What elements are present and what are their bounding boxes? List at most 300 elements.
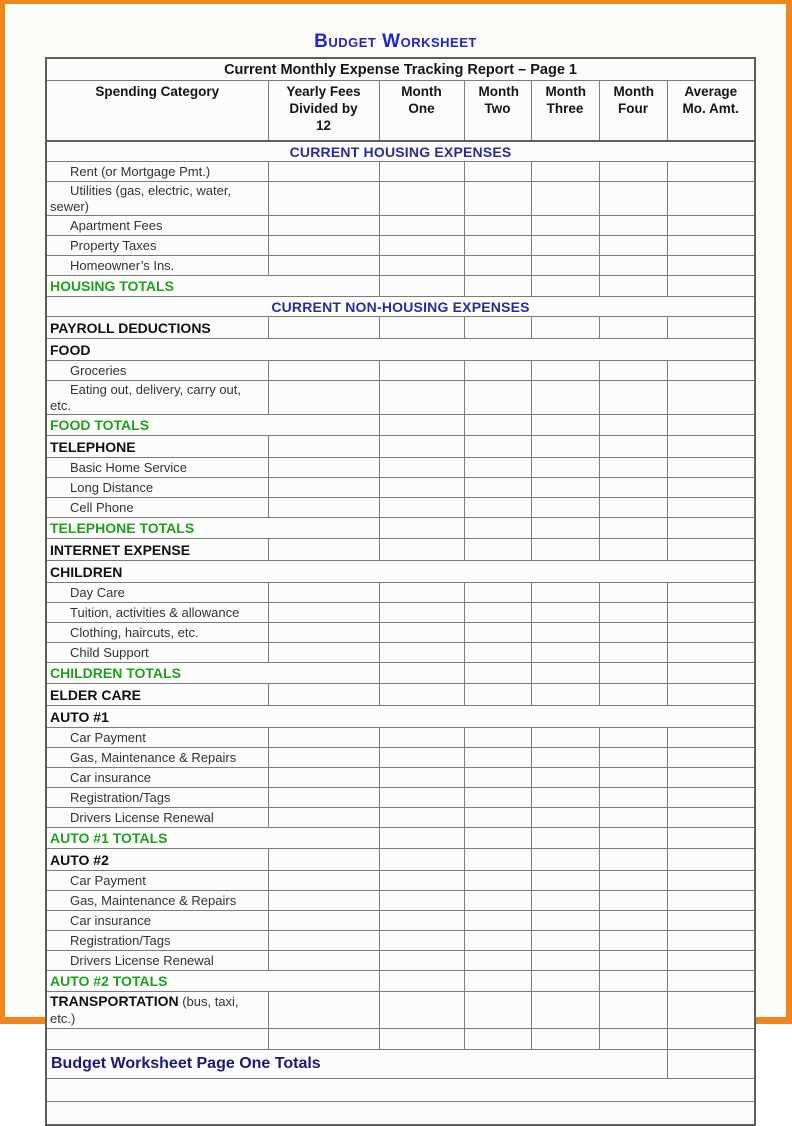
amount-cell: [667, 539, 755, 561]
column-header-month-two: Month Two: [464, 81, 531, 142]
item-label: Eating out, delivery, carry out, etc.: [46, 381, 268, 415]
item-label: Cell Phone: [46, 498, 268, 518]
column-header-yearly-fees: Yearly Fees Divided by 12: [268, 81, 379, 142]
item-label: Car Payment: [46, 728, 268, 748]
amount-cell: [379, 623, 464, 643]
table-row: [46, 539, 755, 561]
amount-cell: [599, 1029, 667, 1050]
category-label: AUTO #2: [46, 849, 268, 871]
category-label-text: TRANSPORTATION: [50, 993, 179, 1009]
amount-cell: [268, 256, 379, 276]
amount-cell: [531, 458, 599, 478]
amount-cell: [379, 748, 464, 768]
report-title-row: [46, 58, 755, 81]
item-label: Apartment Fees: [46, 216, 268, 236]
amount-cell: [531, 871, 599, 891]
table-row: [46, 317, 755, 339]
amount-cell: [379, 643, 464, 663]
amount-cell: [531, 788, 599, 808]
amount-cell: [464, 788, 531, 808]
table-row: [46, 951, 755, 971]
amount-cell: [667, 992, 755, 1029]
table-row: [46, 361, 755, 381]
item-label: Car Payment: [46, 871, 268, 891]
amount-cell: [667, 684, 755, 706]
category-label: ELDER CARE: [46, 684, 268, 706]
amount-cell: [464, 1029, 531, 1050]
amount-cell: [379, 256, 464, 276]
item-label: Registration/Tags: [46, 931, 268, 951]
table-row: [46, 339, 755, 361]
amount-cell: [667, 276, 755, 297]
amount-cell: [379, 808, 464, 828]
table-row: [46, 381, 755, 415]
table-row: [46, 871, 755, 891]
amount-cell: [667, 728, 755, 748]
amount-cell: [268, 162, 379, 182]
table-row: [46, 561, 755, 583]
amount-cell: [379, 317, 464, 339]
table-row: [46, 891, 755, 911]
amount-cell: [667, 643, 755, 663]
amount-cell: [268, 539, 379, 561]
amount-cell: [268, 931, 379, 951]
table-row: [46, 583, 755, 603]
totals-label: AUTO #2 TOTALS: [46, 971, 379, 992]
table-row: [46, 182, 755, 216]
amount-cell: [667, 1050, 755, 1079]
amount-cell: [531, 971, 599, 992]
amount-cell: [379, 849, 464, 871]
amount-cell: [464, 361, 531, 381]
amount-cell: [599, 583, 667, 603]
column-header-month-one: Month One: [379, 81, 464, 142]
amount-cell: [379, 216, 464, 236]
column-header-month-four: Month Four: [599, 81, 667, 142]
amount-cell: [667, 871, 755, 891]
amount-cell: [268, 768, 379, 788]
amount-cell: [464, 623, 531, 643]
item-label: Groceries: [46, 361, 268, 381]
amount-cell: [379, 931, 464, 951]
amount-cell: [464, 381, 531, 415]
amount-cell: [379, 458, 464, 478]
table-row: [46, 1079, 755, 1102]
table-row: [46, 663, 755, 684]
amount-cell: [531, 828, 599, 849]
amount-cell: [599, 728, 667, 748]
amount-cell: [379, 415, 464, 436]
amount-cell: [531, 623, 599, 643]
empty-row-cell: [46, 1029, 268, 1050]
amount-cell: [599, 478, 667, 498]
amount-cell: [599, 256, 667, 276]
amount-cell: [379, 828, 464, 849]
amount-cell: [531, 643, 599, 663]
table-row: [46, 706, 755, 728]
table-row: [46, 643, 755, 663]
amount-cell: [379, 911, 464, 931]
amount-cell: [464, 162, 531, 182]
amount-cell: [464, 992, 531, 1029]
amount-cell: [667, 971, 755, 992]
table-row: [46, 436, 755, 458]
amount-cell: [531, 498, 599, 518]
amount-cell: [464, 951, 531, 971]
amount-cell: [464, 458, 531, 478]
amount-cell: [667, 891, 755, 911]
amount-cell: [531, 317, 599, 339]
amount-cell: [599, 276, 667, 297]
amount-cell: [531, 478, 599, 498]
amount-cell: [379, 518, 464, 539]
amount-cell: [268, 317, 379, 339]
item-label: Homeowner’s Ins.: [46, 256, 268, 276]
table-row: [46, 415, 755, 436]
table-row: [46, 768, 755, 788]
amount-cell: [599, 788, 667, 808]
amount-cell: [599, 498, 667, 518]
amount-cell: [531, 436, 599, 458]
amount-cell: [268, 498, 379, 518]
category-label-suffix: (bus, taxi, etc.): [50, 994, 239, 1026]
amount-cell: [599, 684, 667, 706]
amount-cell: [667, 478, 755, 498]
amount-cell: [379, 381, 464, 415]
amount-cell: [268, 603, 379, 623]
amount-cell: [379, 1029, 464, 1050]
amount-cell: [667, 415, 755, 436]
item-label: Car insurance: [46, 911, 268, 931]
table-row: [46, 1029, 755, 1050]
amount-cell: [268, 182, 379, 216]
amount-cell: [667, 788, 755, 808]
table-row: [46, 603, 755, 623]
amount-cell: [379, 871, 464, 891]
amount-cell: [599, 643, 667, 663]
amount-cell: [599, 518, 667, 539]
item-label: Drivers License Renewal: [46, 951, 268, 971]
category-label: [46, 992, 268, 1029]
amount-cell: [531, 583, 599, 603]
amount-cell: [464, 518, 531, 539]
amount-cell: [379, 162, 464, 182]
table-row: [46, 216, 755, 236]
column-header-month-three: Month Three: [531, 81, 599, 142]
amount-cell: [464, 276, 531, 297]
amount-cell: [464, 216, 531, 236]
amount-cell: [379, 768, 464, 788]
amount-cell: [464, 236, 531, 256]
totals-label: CHILDREN TOTALS: [46, 663, 379, 684]
amount-cell: [531, 361, 599, 381]
amount-cell: [599, 216, 667, 236]
amount-cell: [268, 381, 379, 415]
amount-cell: [531, 415, 599, 436]
amount-cell: [464, 971, 531, 992]
table-row: [46, 458, 755, 478]
amount-cell: [464, 603, 531, 623]
totals-label: TELEPHONE TOTALS: [46, 518, 379, 539]
amount-cell: [667, 236, 755, 256]
column-header-spending-category: Spending Category: [46, 81, 268, 142]
amount-cell: [268, 808, 379, 828]
amount-cell: [464, 182, 531, 216]
amount-cell: [667, 498, 755, 518]
amount-cell: [464, 828, 531, 849]
amount-cell: [268, 361, 379, 381]
amount-cell: [667, 518, 755, 539]
footer-label: Budget Worksheet Page One Totals: [46, 1050, 667, 1079]
amount-cell: [268, 748, 379, 768]
amount-cell: [599, 415, 667, 436]
amount-cell: [531, 216, 599, 236]
amount-cell: [531, 808, 599, 828]
amount-cell: [464, 415, 531, 436]
amount-cell: [599, 182, 667, 216]
amount-cell: [599, 871, 667, 891]
amount-cell: [531, 992, 599, 1029]
item-label: Child Support: [46, 643, 268, 663]
table-row: [46, 256, 755, 276]
table-row: [46, 992, 755, 1029]
amount-cell: [667, 182, 755, 216]
amount-cell: [667, 361, 755, 381]
amount-cell: [464, 256, 531, 276]
amount-cell: [599, 603, 667, 623]
amount-cell: [464, 684, 531, 706]
table-row: [46, 828, 755, 849]
amount-cell: [464, 663, 531, 684]
amount-cell: [464, 768, 531, 788]
category-label: CHILDREN: [46, 561, 755, 583]
amount-cell: [531, 162, 599, 182]
table-row: [46, 684, 755, 706]
table-row: [46, 498, 755, 518]
item-label: Drivers License Renewal: [46, 808, 268, 828]
amount-cell: [667, 583, 755, 603]
amount-cell: [667, 951, 755, 971]
column-header-row: [46, 81, 755, 142]
table-row: [46, 478, 755, 498]
report-title: Current Monthly Expense Tracking Report – Page 1: [46, 58, 755, 81]
amount-cell: [464, 891, 531, 911]
amount-cell: [379, 182, 464, 216]
amount-cell: [667, 808, 755, 828]
amount-cell: [379, 361, 464, 381]
section-label: CURRENT HOUSING EXPENSES: [46, 141, 755, 162]
amount-cell: [599, 951, 667, 971]
amount-cell: [268, 728, 379, 748]
category-label: PAYROLL DEDUCTIONS: [46, 317, 268, 339]
totals-label: FOOD TOTALS: [46, 415, 379, 436]
amount-cell: [268, 891, 379, 911]
amount-cell: [599, 828, 667, 849]
amount-cell: [667, 911, 755, 931]
amount-cell: [531, 748, 599, 768]
amount-cell: [531, 381, 599, 415]
amount-cell: [531, 256, 599, 276]
amount-cell: [667, 1029, 755, 1050]
item-label: Clothing, haircuts, etc.: [46, 623, 268, 643]
amount-cell: [599, 971, 667, 992]
amount-cell: [599, 236, 667, 256]
amount-cell: [531, 728, 599, 748]
amount-cell: [379, 663, 464, 684]
amount-cell: [599, 849, 667, 871]
category-label: TELEPHONE: [46, 436, 268, 458]
category-label: INTERNET EXPENSE: [46, 539, 268, 561]
amount-cell: [531, 891, 599, 911]
amount-cell: [667, 828, 755, 849]
amount-cell: [268, 216, 379, 236]
amount-cell: [599, 891, 667, 911]
amount-cell: [531, 951, 599, 971]
amount-cell: [268, 684, 379, 706]
amount-cell: [531, 1029, 599, 1050]
amount-cell: [531, 768, 599, 788]
amount-cell: [531, 182, 599, 216]
amount-cell: [531, 276, 599, 297]
amount-cell: [531, 684, 599, 706]
amount-cell: [379, 951, 464, 971]
item-label: Utilities (gas, electric, water, sewer): [46, 182, 268, 216]
amount-cell: [667, 849, 755, 871]
item-label: Tuition, activities & allowance: [46, 603, 268, 623]
item-label: Car insurance: [46, 768, 268, 788]
item-label: Registration/Tags: [46, 788, 268, 808]
amount-cell: [599, 663, 667, 684]
table-row: [46, 276, 755, 297]
table-row: [46, 236, 755, 256]
table-row: [46, 911, 755, 931]
amount-cell: [531, 539, 599, 561]
amount-cell: [268, 849, 379, 871]
item-label: Day Care: [46, 583, 268, 603]
amount-cell: [268, 643, 379, 663]
amount-cell: [379, 478, 464, 498]
amount-cell: [531, 911, 599, 931]
amount-cell: [379, 498, 464, 518]
amount-cell: [268, 583, 379, 603]
amount-cell: [379, 603, 464, 623]
amount-cell: [268, 871, 379, 891]
amount-cell: [268, 788, 379, 808]
item-label: Long Distance: [46, 478, 268, 498]
section-label: CURRENT NON-HOUSING EXPENSES: [46, 297, 755, 317]
amount-cell: [268, 1029, 379, 1050]
amount-cell: [464, 931, 531, 951]
amount-cell: [599, 361, 667, 381]
amount-cell: [599, 623, 667, 643]
amount-cell: [599, 911, 667, 931]
amount-cell: [531, 931, 599, 951]
item-label: Gas, Maintenance & Repairs: [46, 891, 268, 911]
amount-cell: [531, 603, 599, 623]
item-label: Rent (or Mortgage Pmt.): [46, 162, 268, 182]
page-title: Budget Worksheet: [314, 31, 477, 52]
amount-cell: [464, 498, 531, 518]
amount-cell: [268, 623, 379, 643]
amount-cell: [464, 539, 531, 561]
amount-cell: [531, 849, 599, 871]
amount-cell: [268, 478, 379, 498]
amount-cell: [268, 951, 379, 971]
amount-cell: [667, 748, 755, 768]
amount-cell: [667, 256, 755, 276]
amount-cell: [379, 728, 464, 748]
amount-cell: [464, 643, 531, 663]
amount-cell: [464, 911, 531, 931]
amount-cell: [599, 931, 667, 951]
amount-cell: [268, 911, 379, 931]
table-row: [46, 728, 755, 748]
amount-cell: [464, 478, 531, 498]
amount-cell: [599, 748, 667, 768]
amount-cell: [599, 539, 667, 561]
table-row: [46, 931, 755, 951]
amount-cell: [464, 436, 531, 458]
amount-cell: [667, 458, 755, 478]
amount-cell: [667, 623, 755, 643]
amount-cell: [464, 808, 531, 828]
item-label: Property Taxes: [46, 236, 268, 256]
amount-cell: [379, 971, 464, 992]
table-row: [46, 788, 755, 808]
amount-cell: [667, 768, 755, 788]
column-header-average: Average Mo. Amt.: [667, 81, 755, 142]
amount-cell: [379, 992, 464, 1029]
amount-cell: [464, 317, 531, 339]
amount-cell: [599, 436, 667, 458]
category-label: FOOD: [46, 339, 755, 361]
amount-cell: [464, 871, 531, 891]
item-label: Gas, Maintenance & Repairs: [46, 748, 268, 768]
amount-cell: [599, 992, 667, 1029]
amount-cell: [599, 768, 667, 788]
totals-label: AUTO #1 TOTALS: [46, 828, 379, 849]
amount-cell: [599, 162, 667, 182]
table-row: [46, 297, 755, 317]
amount-cell: [268, 458, 379, 478]
amount-cell: [379, 436, 464, 458]
amount-cell: [379, 583, 464, 603]
table-row: [46, 971, 755, 992]
amount-cell: [599, 458, 667, 478]
amount-cell: [379, 788, 464, 808]
amount-cell: [379, 276, 464, 297]
table-row: [46, 518, 755, 539]
table-row: [46, 849, 755, 871]
empty-row-cell: [46, 1102, 755, 1126]
table-row: [46, 623, 755, 643]
amount-cell: [379, 891, 464, 911]
amount-cell: [667, 317, 755, 339]
amount-cell: [599, 381, 667, 415]
amount-cell: [667, 381, 755, 415]
amount-cell: [667, 931, 755, 951]
amount-cell: [464, 728, 531, 748]
amount-cell: [379, 684, 464, 706]
amount-cell: [531, 663, 599, 684]
amount-cell: [599, 317, 667, 339]
amount-cell: [667, 162, 755, 182]
totals-label: HOUSING TOTALS: [46, 276, 379, 297]
table-row: [46, 1102, 755, 1126]
amount-cell: [464, 748, 531, 768]
amount-cell: [268, 236, 379, 256]
category-label: AUTO #1: [46, 706, 755, 728]
